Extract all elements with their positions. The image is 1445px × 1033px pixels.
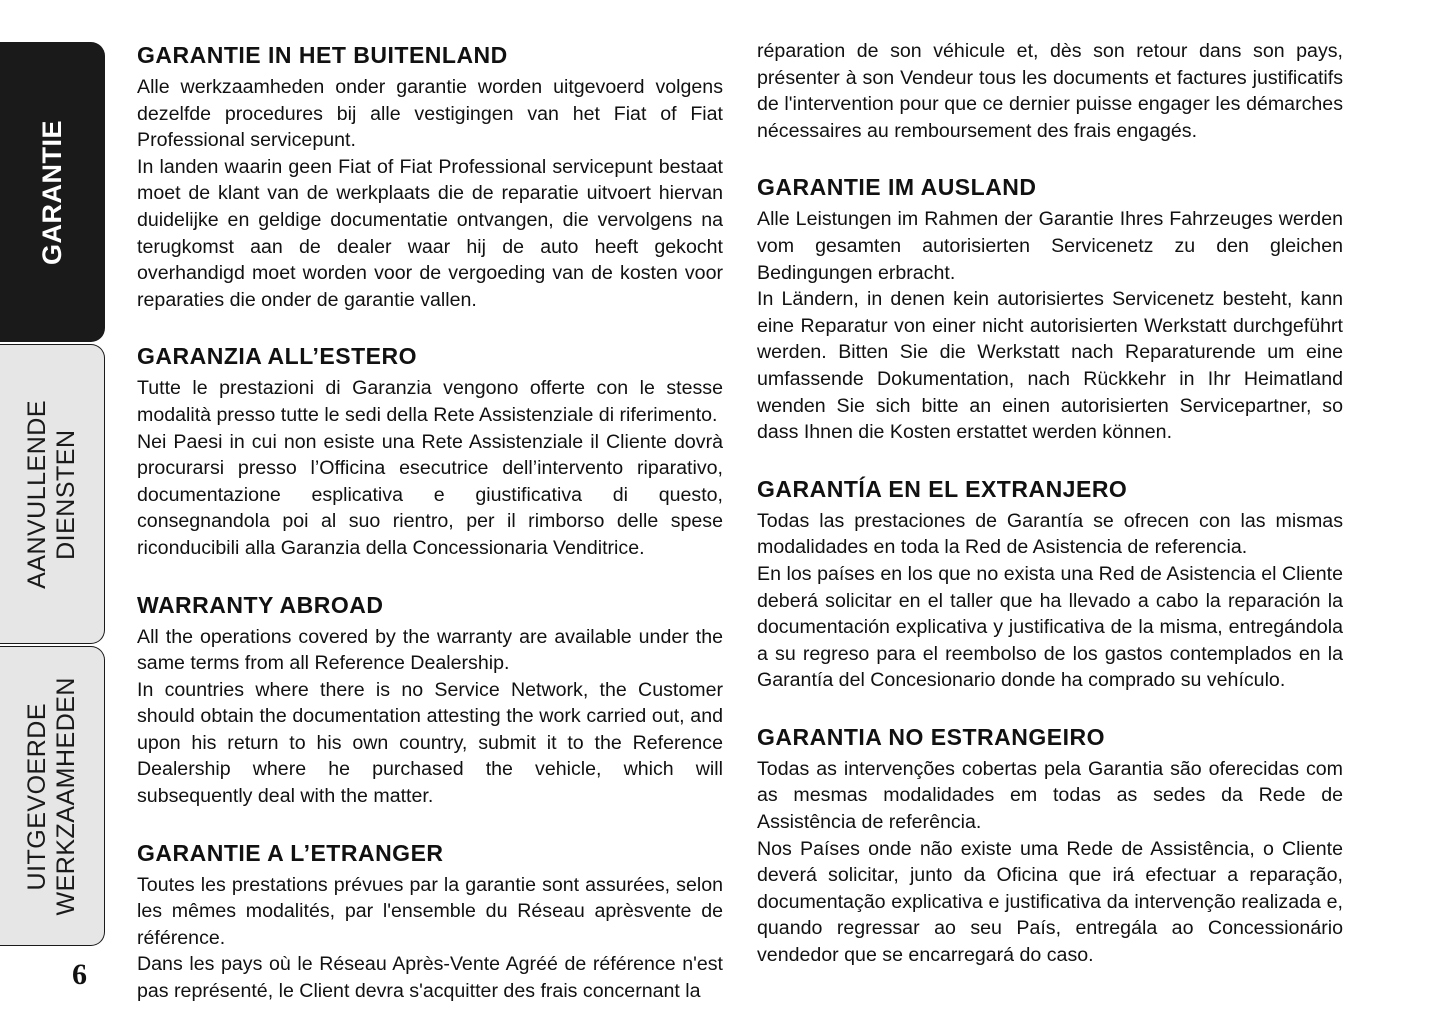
section-etranger-continued <box>757 38 1343 144</box>
page-number: 6 <box>72 958 87 991</box>
section-garantie-ausland <box>757 172 1343 445</box>
section-paragraph: Alle Leistungen im Rahmen der Garantie Ihres Fahrzeuges werden vom gesamten autorisierten Servicenetz zu den gleichen Bedingungen erbracht. <box>757 208 1343 284</box>
section-paragraph: Dans les pays où le Réseau Après-Vente Agréé de référence n'est pas représenté, le Client devra s'acquitter des frais concernant la <box>137 953 723 1003</box>
section-paragraph: In countries where there is no Service Network, the Customer should obtain the documentation attesting the work carried out, and upon his return to his own country, submit it to the Reference Dealership where he purchased the vehicle, which will subsequently deal with the matter. <box>137 678 723 808</box>
tab-uitgevoerde-werkzaamheden-label: UITGEVOERDE WERKZAAMHEDEN <box>23 676 80 916</box>
section-paragraph: In Ländern, in denen kein autorisiertes Servicenetz besteht, kann eine Reparatur von einer nicht autorisierten Werkstatt durchgeführt werden. Bitten Sie die Werkstatt nach Reparaturende um eine umfassende Dokumentation, nach Rückkehr in Ihr Heimatland wenden Sie sich bitte an einen autorisierten Servicepartner, so dass Ihnen die Kosten erstattet werden können. <box>757 288 1343 444</box>
tab-garantie-label: GARANTIE <box>36 119 67 265</box>
section-garantia-extranjero <box>757 474 1343 694</box>
section-heading: GARANTIE A L’ETRANGER <box>137 839 444 866</box>
right-column <box>757 38 1343 997</box>
section-paragraph: In landen waarin geen Fiat of Fiat Professional servicepunt bestaat moet de klant van de werkplaats die de reparatie uitvoert hiervan duidelijke en geldige documentatie ontvangen, die vervolgens na terugkomst aan de dealer waar hij de auto heeft gekocht overhandigd moet worden voor de vergoeding van de kosten voor reparaties die onder de garantie vallen. <box>137 155 723 311</box>
section-heading: WARRANTY ABROAD <box>137 591 384 618</box>
section-paragraph: Nei Paesi in cui non esiste una Rete Assistenziale il Cliente dovrà procurarsi presso l’Officina esecutrice dell’intervento riparativo, documentazione esplicativa e giustificativa di questo, consegnandola poi al suo rientro, per il rimborso delle spese riconducibili alla Garanzia della Concessionaria Venditrice. <box>137 430 723 559</box>
section-paragraph: Todas las prestaciones de Garantía se ofrecen con las mismas modalidades en toda la Red de Asistencia de referencia. <box>757 509 1343 559</box>
section-paragraph: Alle werkzaamheden onder garantie worden uitgevoerd volgens dezelfde procedures bij alle vestigingen van het Fiat of Fiat Professional servicepunt. <box>137 76 723 152</box>
tab-uitgevoerde-werkzaamheden[interactable] <box>0 646 105 946</box>
section-garantia-estrangeiro <box>757 722 1343 969</box>
section-garantie-buitenland <box>137 40 723 313</box>
section-garanzia-estero <box>137 341 723 561</box>
section-heading: GARANTIE IM AUSLAND <box>757 174 1037 201</box>
tab-garantie[interactable] <box>0 42 105 342</box>
section-paragraph: Nos Países onde não existe uma Rede de Assistência, o Cliente deverá solicitar, junto da Oficina que irá efectuar a reparação, documentação explicativa e justificativa da intervenção realizada e, quando regressar ao seu País, entregála ao Concessionário vendedor que se encarregará do caso. <box>757 837 1343 967</box>
left-column <box>137 40 723 1033</box>
section-heading: GARANTIA NO ESTRANGEIRO <box>757 723 1105 750</box>
section-garantie-etranger <box>137 838 723 1005</box>
section-heading: GARANZIA ALL’ESTERO <box>137 343 417 370</box>
tab-aanvullende-diensten[interactable] <box>0 344 105 644</box>
tab-aanvullende-diensten-label: AANVULLENDE DIENSTEN <box>23 399 80 589</box>
section-paragraph: En los países en los que no exista una Red de Asistencia el Cliente deberá solicitar en el taller que ha llevado a cabo la reparación la documentación explicativa y justificativa de la misma, entregándola a su regreso para el reembolso de los gastos contemplados en la Garantía del Concesionario donde ha comprado su vehículo. <box>757 562 1343 692</box>
section-heading: GARANTÍA EN EL EXTRANJERO <box>757 475 1128 502</box>
section-warranty-abroad <box>137 590 723 810</box>
section-paragraph: Todas as intervenções cobertas pela Garantia são oferecidas com as mesmas modalidades em todas as sedes da Rede de Assistência de referência. <box>757 757 1343 834</box>
section-heading: GARANTIE IN HET BUITENLAND <box>137 42 508 68</box>
section-paragraph: Toutes les prestations prévues par la garantie sont assurées, selon les mêmes modalités, par l'ensemble du Réseau aprèsvente de référence. <box>137 873 723 949</box>
section-paragraph: All the operations covered by the warranty are available under the same terms from all Reference Dealership. <box>137 625 723 675</box>
section-paragraph: réparation de son véhicule et, dès son retour dans son pays, présenter à son Vendeur tous les documents et factures justificatifs de l'intervention pour que ce dernier puisse engager les démarches nécessaires au remboursement des frais engagés. <box>757 40 1343 142</box>
section-paragraph: Tutte le prestazioni di Garanzia vengono offerte con le stesse modalità presso tutte le sedi della Rete Assistenziale di riferimento. <box>137 377 723 426</box>
